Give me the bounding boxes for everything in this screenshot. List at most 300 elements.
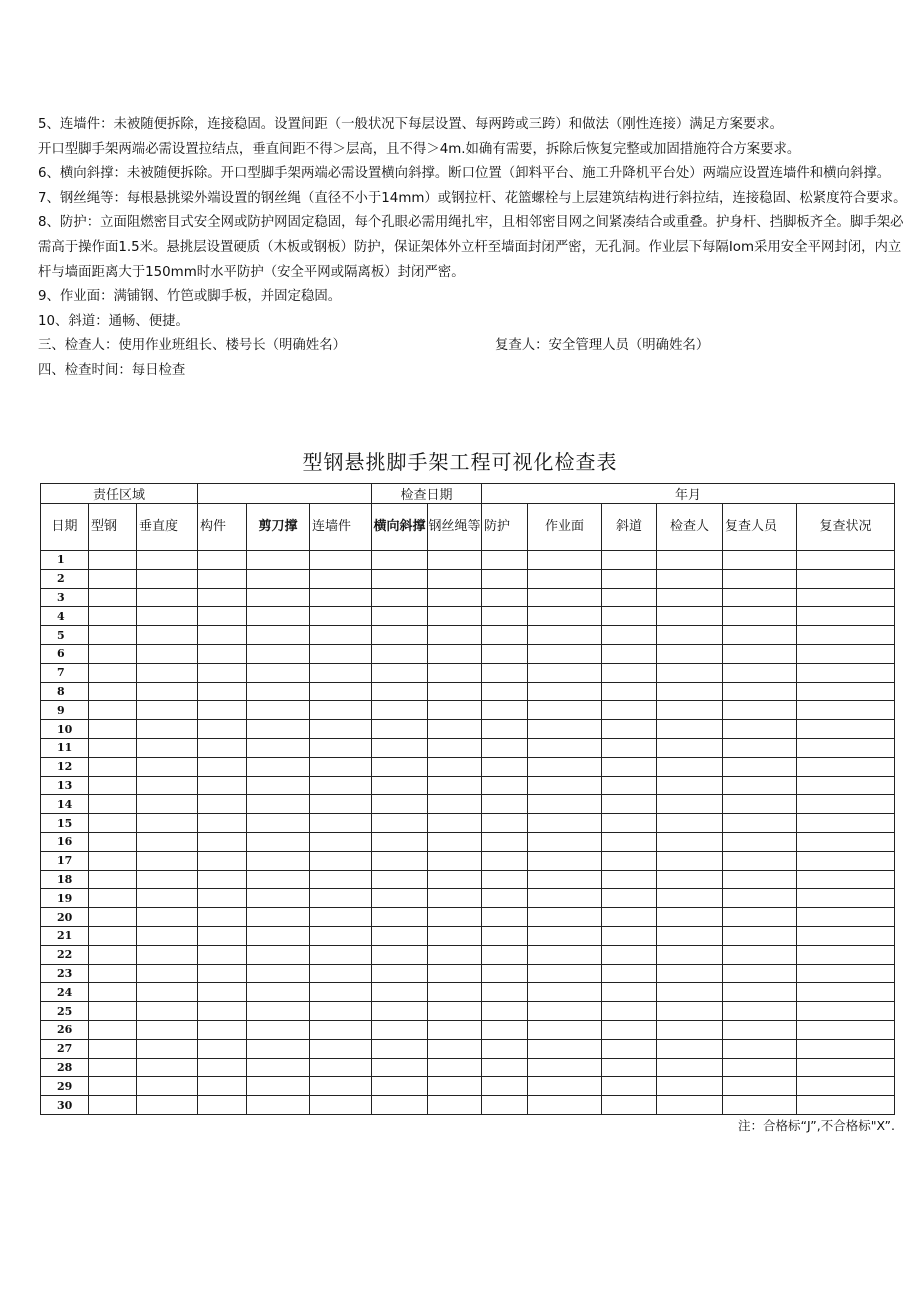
check-cell[interactable]: [602, 908, 657, 927]
check-cell[interactable]: [198, 926, 247, 945]
check-cell[interactable]: [137, 889, 198, 908]
check-cell[interactable]: [372, 776, 428, 795]
check-cell[interactable]: [372, 908, 428, 927]
check-cell[interactable]: [657, 757, 723, 776]
check-cell[interactable]: [723, 776, 797, 795]
check-cell[interactable]: [428, 964, 482, 983]
check-cell[interactable]: [602, 607, 657, 626]
check-cell[interactable]: [602, 757, 657, 776]
check-cell[interactable]: [602, 569, 657, 588]
check-cell[interactable]: [657, 776, 723, 795]
check-cell[interactable]: [310, 964, 372, 983]
check-cell[interactable]: [310, 551, 372, 570]
check-cell[interactable]: [797, 964, 895, 983]
check-cell[interactable]: [310, 1058, 372, 1077]
check-cell[interactable]: [428, 889, 482, 908]
check-cell[interactable]: [723, 964, 797, 983]
check-cell[interactable]: [602, 889, 657, 908]
check-cell[interactable]: [528, 551, 602, 570]
check-cell[interactable]: [482, 983, 528, 1002]
check-cell[interactable]: [310, 607, 372, 626]
check-cell[interactable]: [428, 1058, 482, 1077]
check-cell[interactable]: [372, 663, 428, 682]
check-cell[interactable]: [602, 588, 657, 607]
check-cell[interactable]: [657, 701, 723, 720]
check-cell[interactable]: [482, 814, 528, 833]
check-cell[interactable]: [528, 1039, 602, 1058]
check-cell[interactable]: [198, 644, 247, 663]
area-value-cell[interactable]: [198, 484, 372, 504]
check-cell[interactable]: [372, 607, 428, 626]
check-cell[interactable]: [723, 851, 797, 870]
check-cell[interactable]: [428, 588, 482, 607]
check-cell[interactable]: [657, 926, 723, 945]
check-cell[interactable]: [797, 551, 895, 570]
check-cell[interactable]: [198, 1077, 247, 1096]
check-cell[interactable]: [657, 682, 723, 701]
check-cell[interactable]: [602, 701, 657, 720]
check-cell[interactable]: [198, 945, 247, 964]
check-cell[interactable]: [198, 814, 247, 833]
check-cell[interactable]: [797, 814, 895, 833]
check-cell[interactable]: [528, 983, 602, 1002]
check-cell[interactable]: [137, 626, 198, 645]
check-cell[interactable]: [528, 1077, 602, 1096]
check-cell[interactable]: [797, 983, 895, 1002]
check-cell[interactable]: [137, 738, 198, 757]
check-cell[interactable]: [602, 1058, 657, 1077]
check-cell[interactable]: [310, 1039, 372, 1058]
check-cell[interactable]: [89, 607, 137, 626]
check-cell[interactable]: [247, 851, 310, 870]
check-cell[interactable]: [247, 644, 310, 663]
check-cell[interactable]: [310, 795, 372, 814]
check-cell[interactable]: [797, 832, 895, 851]
check-cell[interactable]: [428, 1020, 482, 1039]
check-cell[interactable]: [372, 870, 428, 889]
check-cell[interactable]: [372, 738, 428, 757]
check-cell[interactable]: [482, 926, 528, 945]
check-cell[interactable]: [310, 757, 372, 776]
check-cell[interactable]: [723, 1002, 797, 1021]
check-cell[interactable]: [428, 682, 482, 701]
check-cell[interactable]: [137, 870, 198, 889]
check-cell[interactable]: [198, 738, 247, 757]
check-cell[interactable]: [428, 870, 482, 889]
check-cell[interactable]: [657, 870, 723, 889]
check-cell[interactable]: [372, 1058, 428, 1077]
check-cell[interactable]: [797, 757, 895, 776]
check-cell[interactable]: [89, 569, 137, 588]
check-cell[interactable]: [723, 626, 797, 645]
check-cell[interactable]: [797, 738, 895, 757]
check-cell[interactable]: [657, 945, 723, 964]
check-cell[interactable]: [310, 1077, 372, 1096]
check-cell[interactable]: [89, 701, 137, 720]
check-cell[interactable]: [723, 682, 797, 701]
check-cell[interactable]: [247, 1002, 310, 1021]
check-cell[interactable]: [482, 1077, 528, 1096]
check-cell[interactable]: [89, 908, 137, 927]
check-cell[interactable]: [310, 983, 372, 1002]
check-cell[interactable]: [428, 551, 482, 570]
check-cell[interactable]: [428, 738, 482, 757]
check-cell[interactable]: [797, 908, 895, 927]
check-cell[interactable]: [372, 1020, 428, 1039]
check-cell[interactable]: [482, 832, 528, 851]
check-cell[interactable]: [428, 926, 482, 945]
check-cell[interactable]: [482, 795, 528, 814]
check-cell[interactable]: [372, 551, 428, 570]
check-cell[interactable]: [198, 889, 247, 908]
check-cell[interactable]: [198, 908, 247, 927]
check-cell[interactable]: [89, 738, 137, 757]
check-cell[interactable]: [247, 1077, 310, 1096]
check-cell[interactable]: [198, 832, 247, 851]
check-cell[interactable]: [372, 1039, 428, 1058]
check-cell[interactable]: [657, 908, 723, 927]
check-cell[interactable]: [797, 776, 895, 795]
check-cell[interactable]: [528, 607, 602, 626]
check-cell[interactable]: [372, 720, 428, 739]
check-cell[interactable]: [657, 663, 723, 682]
check-cell[interactable]: [247, 720, 310, 739]
check-cell[interactable]: [482, 1002, 528, 1021]
check-cell[interactable]: [602, 814, 657, 833]
check-cell[interactable]: [528, 870, 602, 889]
check-cell[interactable]: [482, 626, 528, 645]
check-cell[interactable]: [528, 720, 602, 739]
check-cell[interactable]: [247, 776, 310, 795]
check-cell[interactable]: [602, 626, 657, 645]
check-cell[interactable]: [137, 832, 198, 851]
check-cell[interactable]: [372, 832, 428, 851]
check-cell[interactable]: [247, 569, 310, 588]
check-cell[interactable]: [657, 851, 723, 870]
check-cell[interactable]: [247, 1058, 310, 1077]
check-cell[interactable]: [89, 889, 137, 908]
check-cell[interactable]: [198, 964, 247, 983]
check-cell[interactable]: [137, 814, 198, 833]
check-cell[interactable]: [310, 945, 372, 964]
check-cell[interactable]: [797, 1002, 895, 1021]
check-cell[interactable]: [723, 870, 797, 889]
check-cell[interactable]: [137, 1039, 198, 1058]
check-cell[interactable]: [528, 1002, 602, 1021]
check-cell[interactable]: [528, 569, 602, 588]
check-cell[interactable]: [198, 776, 247, 795]
check-cell[interactable]: [657, 738, 723, 757]
check-cell[interactable]: [247, 588, 310, 607]
check-cell[interactable]: [89, 1020, 137, 1039]
check-cell[interactable]: [372, 644, 428, 663]
check-cell[interactable]: [198, 701, 247, 720]
check-cell[interactable]: [372, 682, 428, 701]
check-cell[interactable]: [247, 908, 310, 927]
check-cell[interactable]: [198, 1002, 247, 1021]
check-cell[interactable]: [89, 964, 137, 983]
check-cell[interactable]: [528, 663, 602, 682]
check-cell[interactable]: [723, 1020, 797, 1039]
check-cell[interactable]: [372, 851, 428, 870]
check-cell[interactable]: [137, 663, 198, 682]
check-cell[interactable]: [657, 889, 723, 908]
check-cell[interactable]: [657, 551, 723, 570]
check-cell[interactable]: [657, 1002, 723, 1021]
check-cell[interactable]: [310, 701, 372, 720]
check-cell[interactable]: [89, 644, 137, 663]
check-cell[interactable]: [482, 663, 528, 682]
check-cell[interactable]: [310, 682, 372, 701]
check-cell[interactable]: [482, 776, 528, 795]
check-cell[interactable]: [89, 814, 137, 833]
check-cell[interactable]: [198, 663, 247, 682]
check-cell[interactable]: [797, 945, 895, 964]
check-cell[interactable]: [723, 738, 797, 757]
check-cell[interactable]: [89, 1077, 137, 1096]
check-cell[interactable]: [89, 851, 137, 870]
check-cell[interactable]: [723, 795, 797, 814]
check-cell[interactable]: [137, 1020, 198, 1039]
check-cell[interactable]: [428, 1039, 482, 1058]
check-cell[interactable]: [602, 1039, 657, 1058]
check-cell[interactable]: [137, 1058, 198, 1077]
check-cell[interactable]: [602, 832, 657, 851]
check-cell[interactable]: [310, 720, 372, 739]
check-cell[interactable]: [657, 626, 723, 645]
check-cell[interactable]: [89, 682, 137, 701]
check-cell[interactable]: [372, 1077, 428, 1096]
check-cell[interactable]: [797, 1096, 895, 1115]
check-cell[interactable]: [482, 1096, 528, 1115]
check-cell[interactable]: [657, 832, 723, 851]
check-cell[interactable]: [89, 945, 137, 964]
check-cell[interactable]: [310, 889, 372, 908]
check-cell[interactable]: [657, 720, 723, 739]
check-cell[interactable]: [797, 1039, 895, 1058]
check-cell[interactable]: [602, 870, 657, 889]
check-cell[interactable]: [198, 588, 247, 607]
check-cell[interactable]: [482, 908, 528, 927]
check-cell[interactable]: [428, 757, 482, 776]
check-cell[interactable]: [428, 607, 482, 626]
check-cell[interactable]: [372, 795, 428, 814]
check-cell[interactable]: [528, 814, 602, 833]
check-cell[interactable]: [372, 569, 428, 588]
check-cell[interactable]: [247, 551, 310, 570]
check-cell[interactable]: [657, 814, 723, 833]
check-cell[interactable]: [137, 682, 198, 701]
check-cell[interactable]: [482, 551, 528, 570]
check-cell[interactable]: [482, 1020, 528, 1039]
check-cell[interactable]: [657, 983, 723, 1002]
check-cell[interactable]: [247, 889, 310, 908]
check-cell[interactable]: [137, 720, 198, 739]
check-cell[interactable]: [723, 926, 797, 945]
check-cell[interactable]: [482, 644, 528, 663]
check-cell[interactable]: [482, 851, 528, 870]
check-cell[interactable]: [428, 851, 482, 870]
check-cell[interactable]: [137, 607, 198, 626]
check-cell[interactable]: [723, 908, 797, 927]
check-cell[interactable]: [482, 945, 528, 964]
check-cell[interactable]: [602, 1002, 657, 1021]
check-cell[interactable]: [482, 870, 528, 889]
check-cell[interactable]: [723, 889, 797, 908]
check-cell[interactable]: [89, 776, 137, 795]
check-cell[interactable]: [482, 588, 528, 607]
check-cell[interactable]: [310, 1002, 372, 1021]
check-cell[interactable]: [198, 795, 247, 814]
check-cell[interactable]: [602, 795, 657, 814]
check-cell[interactable]: [137, 1002, 198, 1021]
check-cell[interactable]: [482, 889, 528, 908]
check-cell[interactable]: [89, 870, 137, 889]
check-cell[interactable]: [797, 701, 895, 720]
check-cell[interactable]: [797, 1077, 895, 1096]
check-cell[interactable]: [482, 1039, 528, 1058]
check-cell[interactable]: [198, 720, 247, 739]
check-cell[interactable]: [310, 926, 372, 945]
check-cell[interactable]: [310, 1096, 372, 1115]
check-cell[interactable]: [137, 983, 198, 1002]
check-cell[interactable]: [528, 757, 602, 776]
check-cell[interactable]: [528, 701, 602, 720]
check-cell[interactable]: [198, 551, 247, 570]
check-cell[interactable]: [723, 701, 797, 720]
check-cell[interactable]: [482, 738, 528, 757]
check-cell[interactable]: [797, 1020, 895, 1039]
check-cell[interactable]: [428, 1077, 482, 1096]
check-cell[interactable]: [797, 682, 895, 701]
check-cell[interactable]: [797, 795, 895, 814]
check-cell[interactable]: [797, 588, 895, 607]
check-cell[interactable]: [482, 607, 528, 626]
check-cell[interactable]: [528, 738, 602, 757]
check-cell[interactable]: [602, 945, 657, 964]
check-cell[interactable]: [198, 870, 247, 889]
check-cell[interactable]: [723, 945, 797, 964]
check-cell[interactable]: [198, 1096, 247, 1115]
check-cell[interactable]: [797, 851, 895, 870]
check-cell[interactable]: [657, 644, 723, 663]
check-cell[interactable]: [89, 551, 137, 570]
check-cell[interactable]: [247, 1020, 310, 1039]
check-cell[interactable]: [797, 626, 895, 645]
check-cell[interactable]: [247, 1096, 310, 1115]
check-cell[interactable]: [602, 1096, 657, 1115]
check-cell[interactable]: [247, 607, 310, 626]
check-cell[interactable]: [372, 626, 428, 645]
check-cell[interactable]: [428, 626, 482, 645]
check-cell[interactable]: [602, 644, 657, 663]
check-cell[interactable]: [372, 814, 428, 833]
check-cell[interactable]: [198, 983, 247, 1002]
check-cell[interactable]: [372, 983, 428, 1002]
check-cell[interactable]: [657, 569, 723, 588]
check-cell[interactable]: [137, 926, 198, 945]
check-cell[interactable]: [310, 644, 372, 663]
check-cell[interactable]: [198, 1058, 247, 1077]
check-cell[interactable]: [89, 926, 137, 945]
check-cell[interactable]: [372, 1096, 428, 1115]
check-cell[interactable]: [528, 776, 602, 795]
check-cell[interactable]: [89, 757, 137, 776]
check-cell[interactable]: [602, 551, 657, 570]
check-cell[interactable]: [602, 964, 657, 983]
check-cell[interactable]: [723, 1039, 797, 1058]
check-cell[interactable]: [310, 814, 372, 833]
check-cell[interactable]: [89, 588, 137, 607]
check-cell[interactable]: [482, 1058, 528, 1077]
check-cell[interactable]: [657, 1058, 723, 1077]
check-cell[interactable]: [137, 1096, 198, 1115]
check-cell[interactable]: [198, 626, 247, 645]
check-cell[interactable]: [723, 832, 797, 851]
check-cell[interactable]: [198, 569, 247, 588]
check-cell[interactable]: [657, 795, 723, 814]
check-cell[interactable]: [428, 945, 482, 964]
check-cell[interactable]: [137, 908, 198, 927]
check-cell[interactable]: [428, 983, 482, 1002]
check-cell[interactable]: [528, 1096, 602, 1115]
check-cell[interactable]: [137, 851, 198, 870]
check-cell[interactable]: [247, 682, 310, 701]
check-cell[interactable]: [247, 795, 310, 814]
check-cell[interactable]: [723, 1096, 797, 1115]
check-cell[interactable]: [797, 870, 895, 889]
check-cell[interactable]: [247, 926, 310, 945]
check-cell[interactable]: [528, 1058, 602, 1077]
check-cell[interactable]: [528, 626, 602, 645]
check-cell[interactable]: [372, 926, 428, 945]
check-cell[interactable]: [428, 832, 482, 851]
check-cell[interactable]: [797, 607, 895, 626]
check-cell[interactable]: [247, 738, 310, 757]
check-cell[interactable]: [137, 945, 198, 964]
check-cell[interactable]: [602, 663, 657, 682]
check-cell[interactable]: [428, 644, 482, 663]
check-cell[interactable]: [428, 720, 482, 739]
check-cell[interactable]: [89, 1039, 137, 1058]
check-cell[interactable]: [428, 795, 482, 814]
check-cell[interactable]: [372, 588, 428, 607]
check-cell[interactable]: [310, 569, 372, 588]
check-cell[interactable]: [372, 889, 428, 908]
check-cell[interactable]: [372, 1002, 428, 1021]
check-cell[interactable]: [428, 569, 482, 588]
check-cell[interactable]: [428, 908, 482, 927]
check-cell[interactable]: [723, 588, 797, 607]
check-cell[interactable]: [137, 795, 198, 814]
check-cell[interactable]: [482, 757, 528, 776]
check-cell[interactable]: [247, 832, 310, 851]
check-cell[interactable]: [310, 851, 372, 870]
check-cell[interactable]: [247, 757, 310, 776]
check-cell[interactable]: [89, 795, 137, 814]
check-cell[interactable]: [89, 1002, 137, 1021]
check-cell[interactable]: [137, 644, 198, 663]
check-cell[interactable]: [602, 926, 657, 945]
check-cell[interactable]: [310, 776, 372, 795]
check-cell[interactable]: [247, 814, 310, 833]
check-cell[interactable]: [528, 964, 602, 983]
check-cell[interactable]: [602, 720, 657, 739]
check-cell[interactable]: [528, 832, 602, 851]
check-cell[interactable]: [89, 832, 137, 851]
check-cell[interactable]: [247, 945, 310, 964]
check-cell[interactable]: [372, 964, 428, 983]
